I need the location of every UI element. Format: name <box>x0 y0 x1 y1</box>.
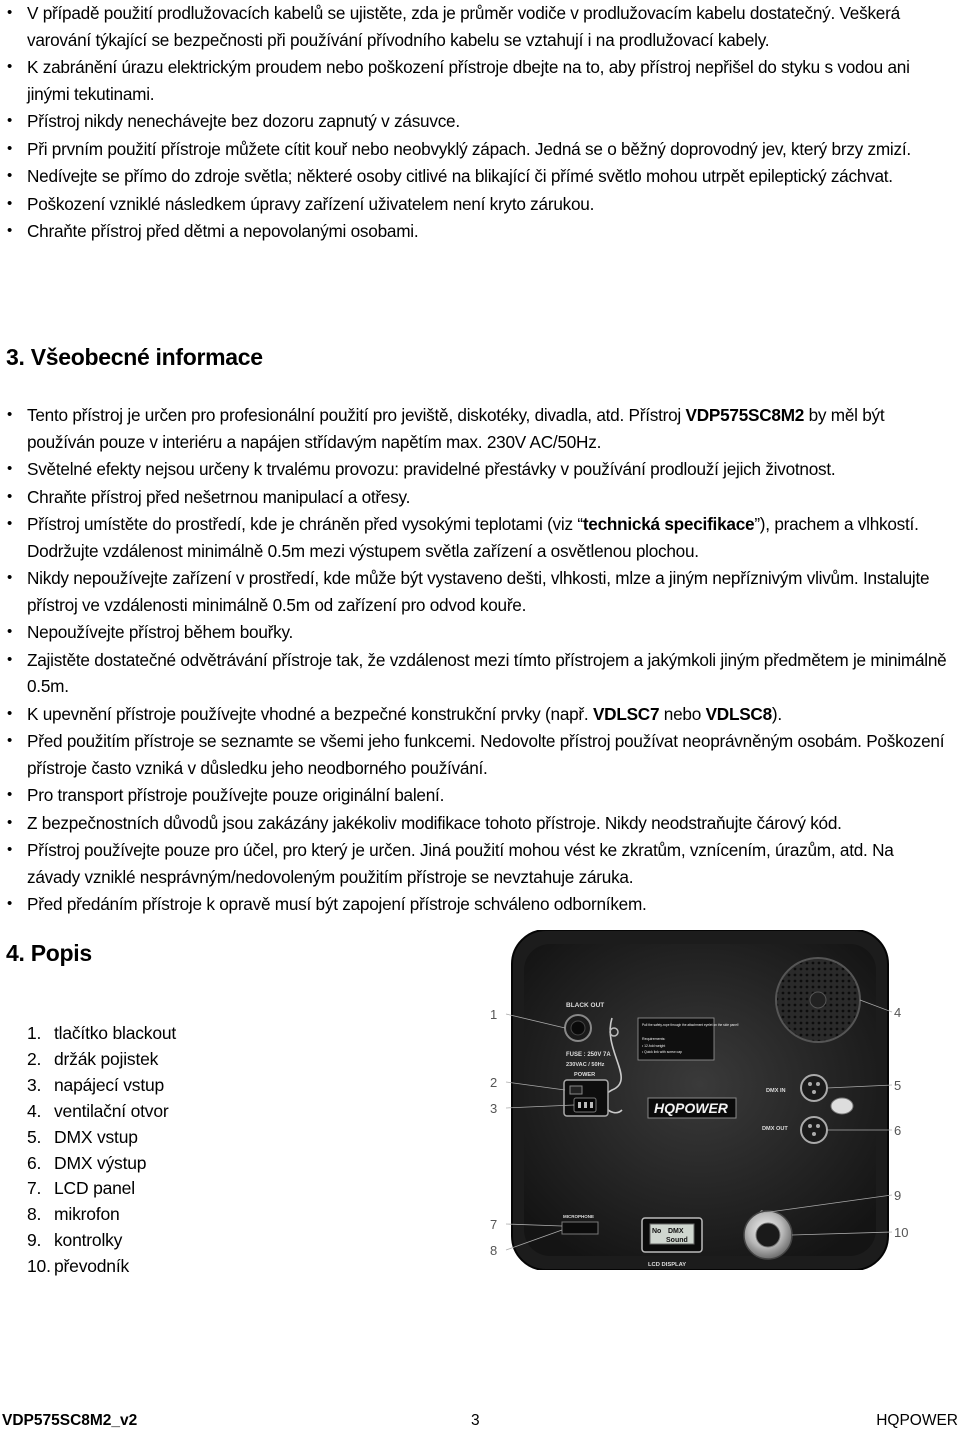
dmx-out-label: DMX OUT <box>762 1126 788 1132</box>
requirements-item: • 12-fold weight <box>642 1044 666 1048</box>
black-out-label: BLACK OUT <box>566 1002 605 1009</box>
part-number: 5. <box>27 1126 42 1147</box>
text: Tento přístroj je určen pro profesionální použití pro jeviště, diskotéky, divadla, atd. Přístroj <box>27 405 686 425</box>
callout-number: 5 <box>894 1078 902 1093</box>
part-number: 10. <box>27 1256 51 1277</box>
part-label: mikrofon <box>54 1204 120 1225</box>
list-item: • Chraňte přístroj před nešetrnou manipulací a otřesy. <box>6 484 950 511</box>
part-label: držák pojistek <box>54 1048 159 1069</box>
callout-number: 2 <box>490 1075 498 1090</box>
list-item: • Světelné efekty nejsou určeny k trvalému provozu: pravidelné přestávky v používání prodlouží jejich životnost. <box>6 456 950 483</box>
part-number: 7. <box>27 1178 42 1199</box>
text: Přístroj umístěte do prostředí, kde je chráněn před vysokými teplotami (viz “ <box>27 514 583 534</box>
list-item <box>27 1151 176 1177</box>
section-number: 3. <box>6 344 25 370</box>
list-item: • Nikdy nepoužívejte zařízení v prostředí, kde může být vystaveno dešti, vlhkosti, mlze a jiným nepříznivým vlivům. Instalujte přístroj ve vzdálenosti minimálně 0.5m od zařízení pro odvod kouře. <box>6 565 950 618</box>
list-item: • Zajistěte dostatečné odvětrávání přístroje tak, že vzdálenost mezi tímto přístrojem a jakýmkoli jiným předmětem je minimálně 0.5m. <box>6 647 950 700</box>
callout-number: 8 <box>490 1243 498 1258</box>
model-name: VDP575SC8M2 <box>685 405 805 425</box>
callout-number: 4 <box>894 1005 902 1020</box>
list-item: • Před použitím přístroje se seznamte se všemi jeho funkcemi. Nedovolte přístroj používat neoprávněným osobám. Poškození přístroje často vzniká v důsledku jeho neodborného používání. <box>6 728 950 781</box>
list-item: • Chraňte přístroj před dětmi a nepovolanými osobami. <box>6 218 950 245</box>
list-item: • K zabránění úrazu elektrickým proudem nebo poškození přístroje dbejte na to, aby přístroj nepřišel do styku s vodou ani jinými tekutinami. <box>6 54 950 107</box>
footer-brand: HQPOWER <box>876 1412 958 1429</box>
section-heading-general <box>6 344 263 371</box>
callout-number: 1 <box>490 1007 498 1022</box>
general-info-bullet-list <box>6 402 950 918</box>
list-item: • Přístroj používejte pouze pro účel, pro který je určen. Jiná použití mohou vést ke zkratům, vznícením, úrazům, atd. Na závady vzniklé nesprávným/nedovoleným použitím přístroje se nevztahuje záruka. <box>6 837 950 890</box>
dmx-in-label: DMX IN <box>766 1088 786 1094</box>
list-item <box>27 1073 176 1099</box>
callout-number: 9 <box>894 1188 902 1203</box>
list-item <box>27 1228 176 1254</box>
part-label: DMX vstup <box>54 1126 138 1147</box>
callout-number: 6 <box>894 1123 902 1138</box>
list-item <box>27 1202 176 1228</box>
microphone-text: MICROPHONE <box>563 1214 595 1219</box>
text: nebo <box>659 703 706 724</box>
list-item: • Z bezpečnostních důvodů jsou zakázány jakékoliv modifikace tohoto přístroje. Nikdy neodstraňujte čárový kód. <box>6 810 950 837</box>
section-title: Všeobecné informace <box>30 344 263 370</box>
part-label: LCD panel <box>54 1178 135 1199</box>
list-item: • Při prvním použití přístroje můžete cítit kouř nebo neobvyklý zápach. Jedná se o běžný doprovodný jev, který brzy zmizí. <box>6 136 950 163</box>
brand-text: HQPOWER <box>654 1100 728 1116</box>
section-title: Popis <box>30 940 92 966</box>
part-number: 6. <box>27 1152 42 1173</box>
rear-panel-illustration <box>462 930 922 1270</box>
spec-reference: technická specifikace <box>582 514 755 534</box>
part-number: 8. <box>27 1204 42 1225</box>
dmx-in-connector-icon <box>801 1075 827 1101</box>
model-name: VDLSC7 <box>592 703 660 724</box>
text: K upevnění přístroje používejte vhodné a bezpečné konstrukční prvky (např. <box>27 703 593 724</box>
text: by měl být používán pouze v interiéru a napájen střídavým napětím max. 230V AC/50Hz. <box>27 405 885 452</box>
voltage-label: 230VAC / 50Hz <box>566 1062 605 1068</box>
list-item <box>27 1047 176 1073</box>
section-heading-description <box>6 940 92 967</box>
lcd-display-text: LCD DISPLAY <box>648 1262 687 1268</box>
list-item <box>27 1099 176 1125</box>
list-item: • Před předáním přístroje k opravě musí být zapojení přístroje schváleno odborníkem. <box>6 891 950 918</box>
list-item <box>6 701 950 728</box>
lcd-text: DMX <box>668 1228 684 1235</box>
list-item: • Nepoužívejte přístroj během bouřky. <box>6 619 950 646</box>
parts-list <box>27 1021 176 1280</box>
safety-note-text: Pull the safety-rope through the attachment eyelet on the side panel! <box>642 1023 739 1027</box>
rear-panel-figure <box>462 930 922 1270</box>
safety-bullet-list <box>6 0 950 245</box>
part-number: 3. <box>27 1074 42 1095</box>
list-item <box>27 1021 176 1047</box>
part-number: 1. <box>27 1023 42 1043</box>
part-label: napájecí vstup <box>54 1074 165 1095</box>
microphone-icon <box>562 1222 598 1234</box>
list-item: • Přístroj nikdy nenechávejte bez dozoru zapnutý v zásuvce. <box>6 108 950 135</box>
requirements-text: Requirements: <box>642 1037 666 1041</box>
list-item: • Pro transport přístroje používejte pouze originální balení. <box>6 782 950 809</box>
callout-number: 7 <box>490 1217 498 1232</box>
list-item <box>27 1125 176 1151</box>
part-number: 9. <box>27 1230 42 1251</box>
text: ). <box>771 703 782 724</box>
push-tab-icon <box>831 1098 853 1114</box>
list-item <box>27 1254 176 1280</box>
fuse-label: FUSE : 250V 7A <box>566 1052 611 1058</box>
callout-number: 10 <box>894 1225 909 1240</box>
footer-model: VDP575SC8M2_v2 <box>2 1412 138 1429</box>
section-number: 4. <box>6 940 25 966</box>
callout-number: 3 <box>490 1101 498 1116</box>
model-name: VDLSC8 <box>705 703 772 724</box>
footer-page-number: 3 <box>471 1412 480 1429</box>
part-label: ventilační otvor <box>54 1100 169 1121</box>
lcd-text: Sound <box>666 1237 688 1244</box>
text: ”), prachem a vlhkostí. Dodržujte vzdálenost minimálně 0.5m mezi výstupem světla zařízení a osvětlenou plochou. <box>27 514 919 561</box>
list-item: • V případě použití prodlužovacích kabelů se ujistěte, zda je průměr vodiče v prodlužovacím kabelu dostatečný. Veškerá varování týkající se bezpečnosti při používání přívodního kabelu se vztahují i na prodlužovací kabely. <box>6 0 950 53</box>
part-number: 4. <box>27 1100 42 1121</box>
part-label: DMX výstup <box>54 1152 147 1173</box>
part-number: 2. <box>27 1048 42 1069</box>
list-item: • Poškození vzniklé následkem úpravy zařízení uživatelem není kryto zárukou. <box>6 191 950 218</box>
dmx-out-connector-icon <box>801 1117 827 1143</box>
power-label: POWER <box>574 1072 596 1078</box>
list-item <box>27 1176 176 1202</box>
part-label: převodník <box>54 1256 130 1277</box>
list-item: • Nedívejte se přímo do zdroje světla; některé osoby citlivé na blikající či přímé světlo mohou utrpět epileptický záchvat. <box>6 163 950 190</box>
requirements-item: • Quick link with screw cap <box>642 1050 683 1054</box>
lcd-text: No <box>652 1228 662 1235</box>
list-item <box>6 511 950 564</box>
list-item <box>6 402 950 455</box>
part-label: tlačítko blackout <box>54 1023 177 1043</box>
part-label: kontrolky <box>54 1230 123 1251</box>
